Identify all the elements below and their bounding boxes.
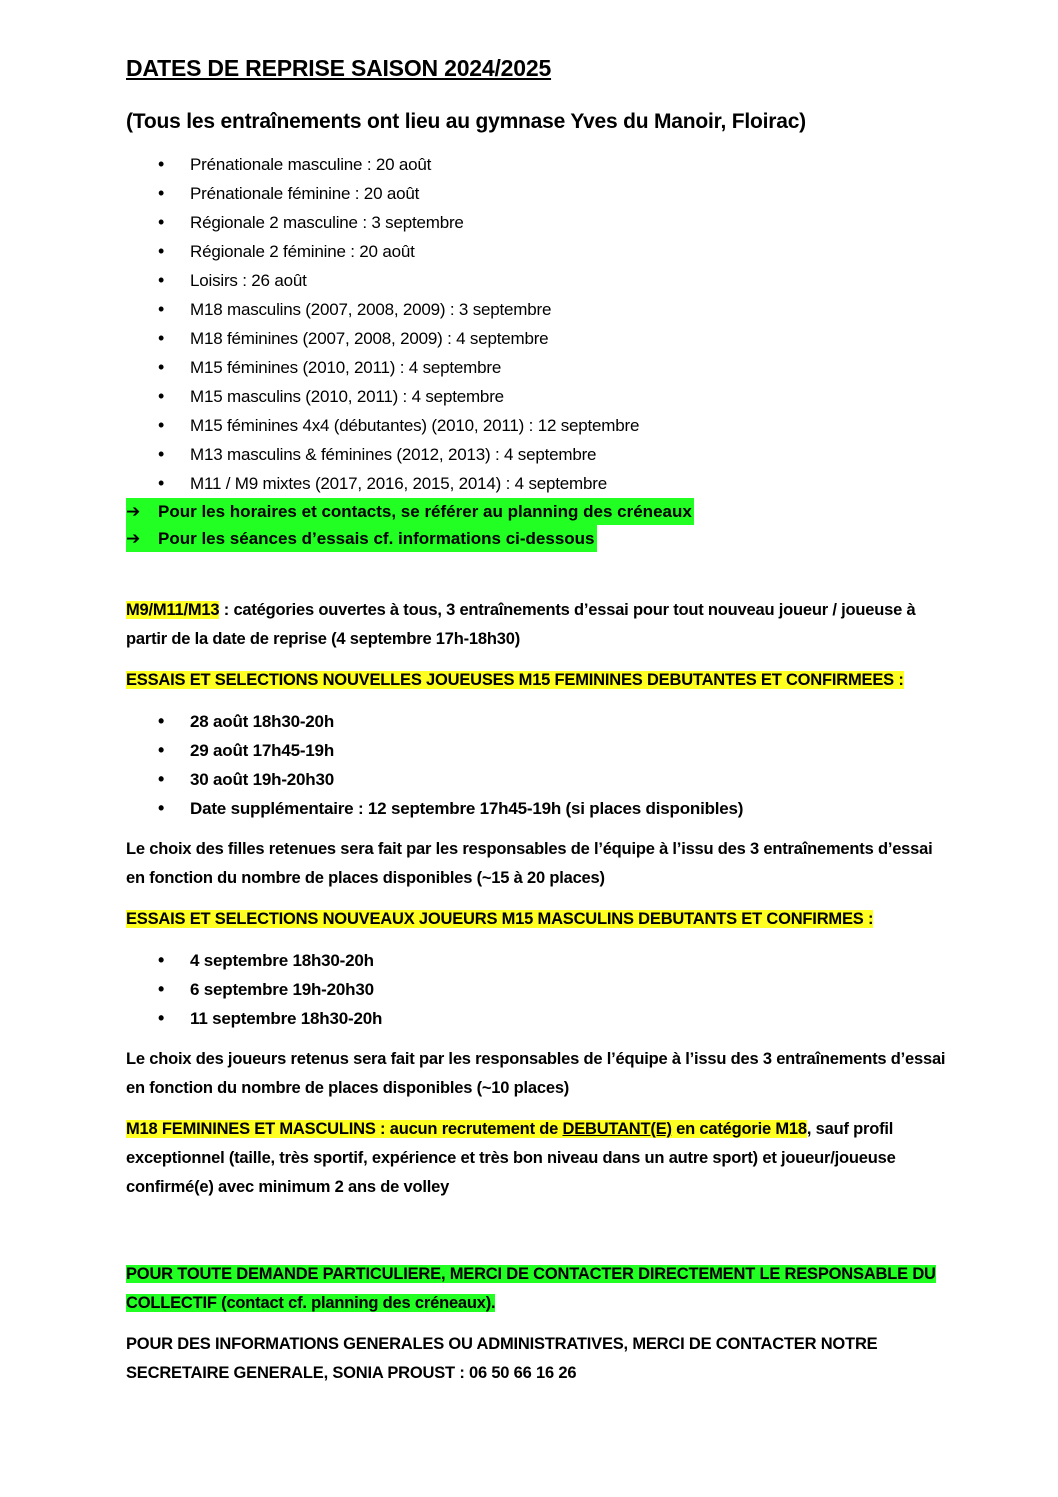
contact-general: POUR DES INFORMATIONS GENERALES OU ADMINISTRATIVES, MERCI DE CONTACTER NOTRE SECRETAIRE GENERALE, SONIA PROUST : 06 50 66 16 26 [126, 1335, 878, 1382]
list-item: • M18 féminines (2007, 2008, 2009) : 4 septembre [126, 324, 946, 353]
m18-text-a: M18 FEMININES ET MASCULINS : aucun recrutement de [126, 1120, 563, 1138]
list-item: • M11 / M9 mixtes (2017, 2016, 2015, 2014) : 4 septembre [126, 469, 946, 498]
arrow-note-text: Pour les séances d’essais cf. informations ci-dessous [158, 529, 595, 548]
list-item: • Prénationale féminine : 20 août [126, 179, 946, 208]
document-page [126, 50, 946, 1388]
list-item: • Prénationale masculine : 20 août [126, 150, 946, 179]
m15f-note: Le choix des filles retenues sera fait par les responsables de l’équipe à l’issu des 3 entraînements d’essai en fonction du nombre de places disponibles (~15 à 20 places) [126, 840, 933, 887]
green-highlight [126, 525, 597, 552]
m9-text: : catégories ouvertes à tous, 3 entraînements d’essai pour tout nouveau joueur / joueuse à partir de la date de reprise (4 septembre 17h-18h30) [126, 601, 916, 648]
list-item: • M15 féminines 4x4 (débutantes) (2010, 2011) : 12 septembre [126, 411, 946, 440]
m15m-heading [126, 905, 946, 934]
m15m-dates-list [126, 946, 946, 1033]
contact-particulier-text: POUR TOUTE DEMANDE PARTICULIERE, MERCI DE CONTACTER DIRECTEMENT LE RESPONSABLE DU COLLECTIF (contact cf. planning des créneaux). [126, 1265, 936, 1312]
m15m-heading-text: ESSAIS ET SELECTIONS NOUVEAUX JOUEURS M15 MASCULINS DEBUTANTS ET CONFIRMES : [126, 910, 874, 928]
list-item: • M15 féminines (2010, 2011) : 4 septembre [126, 353, 946, 382]
list-item: • M13 masculins & féminines (2012, 2013) : 4 septembre [126, 440, 946, 469]
list-item: • M18 masculins (2007, 2008, 2009) : 3 septembre [126, 295, 946, 324]
list-item: • 29 août 17h45-19h [126, 736, 946, 765]
m18-highlight [126, 1120, 807, 1138]
m18-paragraph [126, 1115, 946, 1202]
m15f-dates-list [126, 707, 946, 823]
contact-particulier [126, 1260, 946, 1318]
arrow-note-horaires [126, 498, 946, 525]
list-item: • Date supplémentaire : 12 septembre 17h45-19h (si places disponibles) [126, 794, 946, 823]
list-item: • 30 août 19h-20h30 [126, 765, 946, 794]
m18-text-b: en catégorie M18 [671, 1120, 807, 1138]
arrow-note-text: Pour les horaires et contacts, se référer au planning des créneaux [158, 502, 692, 521]
document-title: DATES DE REPRISE SAISON 2024/2025 [126, 55, 552, 81]
document-subtitle: (Tous les entraînements ont lieu au gymnase Yves du Manoir, Floirac) [126, 110, 806, 133]
category-label: M9/M11/M13 [126, 601, 220, 619]
m18-rest: , sauf profil exceptionnel (taille, très sportif, expérience et très bon niveau dans un autre sport) et joueur/joueuse confirmé(e) avec minimum 2 ans de volley [126, 1120, 896, 1196]
arrow-right-icon: ➔ [126, 502, 141, 521]
list-item: • 6 septembre 19h-20h30 [126, 975, 946, 1004]
list-item: • M15 masculins (2010, 2011) : 4 septembre [126, 382, 946, 411]
m15f-heading [126, 666, 946, 695]
reprise-list [126, 150, 946, 498]
m15m-note: Le choix des joueurs retenus sera fait par les responsables de l’équipe à l’issu des 3 entraînements d’essai en fonction du nombre de places disponibles (~10 places) [126, 1050, 946, 1097]
arrow-note-essais [126, 525, 946, 552]
list-item: • Régionale 2 féminine : 20 août [126, 237, 946, 266]
arrow-right-icon: ➔ [126, 529, 141, 548]
list-item: • 4 septembre 18h30-20h [126, 946, 946, 975]
m18-debutant: DEBUTANT(E) [562, 1120, 672, 1138]
m9-m11-m13-paragraph [126, 596, 946, 654]
list-item: • Loisirs : 26 août [126, 266, 946, 295]
list-item: • Régionale 2 masculine : 3 septembre [126, 208, 946, 237]
list-item: • 28 août 18h30-20h [126, 707, 946, 736]
list-item: • 11 septembre 18h30-20h [126, 1004, 946, 1033]
m15f-heading-text: ESSAIS ET SELECTIONS NOUVELLES JOUEUSES M15 FEMININES DEBUTANTES ET CONFIRMEES : [126, 671, 904, 689]
green-highlight [126, 498, 694, 525]
